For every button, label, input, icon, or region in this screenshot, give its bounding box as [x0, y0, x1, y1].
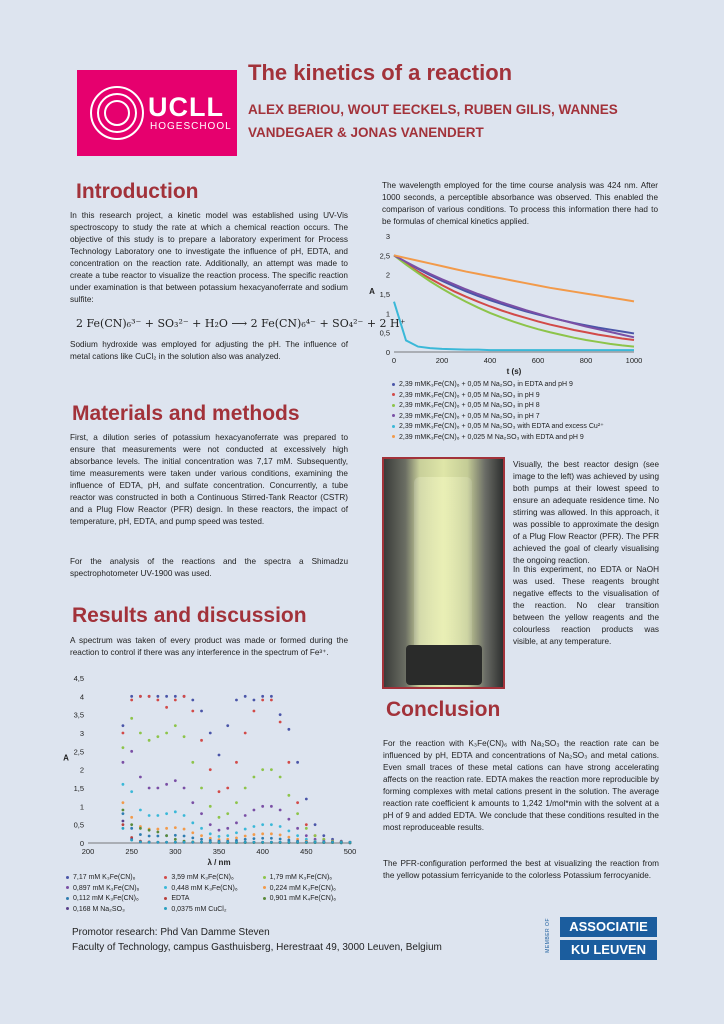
x-tick-label: 450	[300, 847, 313, 856]
data-point	[322, 834, 325, 837]
data-point	[287, 841, 290, 844]
intro-heading: Introduction	[76, 180, 199, 203]
data-point	[270, 823, 273, 826]
data-point	[165, 695, 168, 698]
data-point	[130, 823, 133, 826]
data-point	[139, 776, 142, 779]
data-point	[261, 841, 264, 844]
data-point	[156, 814, 159, 817]
data-point	[139, 841, 142, 844]
ucll-circle-icon	[87, 83, 147, 143]
data-point	[279, 809, 282, 812]
results-heading: Results and discussion	[72, 604, 307, 627]
y-tick-label: 2,5	[379, 251, 390, 261]
reactor-tube	[414, 477, 472, 655]
data-point	[296, 827, 299, 830]
data-point	[279, 834, 282, 837]
data-point	[156, 835, 159, 838]
data-point	[122, 732, 125, 735]
data-point	[226, 724, 229, 727]
data-point	[270, 699, 273, 702]
data-point	[253, 809, 256, 812]
data-point	[130, 790, 133, 793]
data-point	[340, 841, 343, 844]
x-tick-label: 200	[435, 356, 449, 365]
series-line	[394, 255, 634, 346]
data-point	[200, 841, 203, 844]
time-course-chart	[362, 228, 662, 378]
data-point	[122, 809, 125, 812]
legend-label: 2,39 mMK₃Fe(CN)₆ + 0,05 M Na₂SO₃ in pH 8	[399, 402, 540, 409]
authors: ALEX BERIOU, WOUT EECKELS, RUBEN GILIS, WANNES VANDEGAER & JONAS VANENDERT	[248, 102, 618, 140]
data-point	[287, 761, 290, 764]
legend-label: 2,39 mMK₃Fe(CN)₆ + 0,05 M Na₂SO₃ in EDTA and pH 9	[399, 381, 573, 388]
data-point	[165, 841, 168, 844]
data-point	[218, 816, 221, 819]
data-point	[209, 823, 212, 826]
reactor-base	[406, 645, 482, 685]
data-point	[122, 761, 125, 764]
legend-entry	[392, 380, 672, 391]
legend-marker-icon	[66, 876, 69, 879]
data-point	[148, 739, 151, 742]
data-point	[261, 837, 264, 840]
data-point	[279, 838, 282, 841]
legend-label: 1,79 mM K₃Fe(CN)₆	[269, 874, 333, 881]
member-of-label: MEMBER OF	[545, 918, 551, 953]
data-point	[244, 695, 247, 698]
data-point	[130, 699, 133, 702]
promotor: Promotor research: Phd Van Damme Steven	[72, 927, 270, 938]
spectrum-legend	[66, 873, 361, 915]
time-course-legend	[392, 380, 672, 443]
y-tick-label: 0	[79, 839, 84, 848]
legend-entry	[392, 401, 672, 412]
data-point	[218, 835, 221, 838]
data-point	[156, 841, 159, 844]
data-point	[122, 823, 125, 826]
legend-marker-icon	[164, 897, 167, 900]
data-point	[130, 695, 133, 698]
data-point	[218, 829, 221, 832]
y-tick-label: 0,5	[379, 328, 390, 338]
data-point	[331, 841, 334, 844]
legend-marker-icon	[392, 425, 395, 428]
x-tick-label: 300	[169, 847, 182, 856]
data-point	[261, 699, 264, 702]
data-point	[122, 812, 125, 815]
data-point	[174, 826, 177, 829]
data-point	[296, 761, 299, 764]
ku-leuven-logo-bottom: KU LEUVEN	[560, 940, 657, 960]
data-point	[279, 721, 282, 724]
poster-title: The kinetics of a reaction	[248, 60, 513, 85]
x-axis-label: t (s)	[506, 367, 522, 376]
data-point	[191, 821, 194, 824]
data-point	[296, 801, 299, 804]
y-tick-label: 2	[79, 765, 84, 775]
data-point	[156, 695, 159, 698]
data-point	[148, 814, 151, 817]
x-tick-label: 250	[125, 847, 138, 856]
y-tick-label: 2	[385, 270, 390, 280]
data-point	[270, 768, 273, 771]
legend-label: 0,112 mM K₃Fe(CN)₆	[73, 895, 139, 902]
data-point	[200, 827, 203, 830]
data-point	[148, 787, 151, 790]
legend-marker-icon	[392, 435, 395, 438]
intro-paragraph: In this research project, a kinetic model was established using UV-Vis spectroscopy to study the rate at which a chemical reaction occurs. The objective of this study is to prepare a laboratory experiment for Process Technology Laboratory one to investigate the influence of pH, EDTA, and concentration on the reaction rate. Additionally, an attempt was made to create a tube reactor to visualize the reaction process. The specific reaction under examination is that between potassium hexacyanoferrate and sodium sulfite:	[70, 211, 348, 304]
x-tick-label: 800	[579, 356, 593, 365]
data-point	[279, 825, 282, 828]
data-point	[191, 699, 194, 702]
data-point	[270, 832, 273, 835]
data-point	[305, 834, 308, 837]
data-point	[156, 828, 159, 831]
data-point	[191, 801, 194, 804]
data-point	[200, 787, 203, 790]
data-point	[174, 841, 177, 844]
data-point	[235, 831, 238, 834]
data-point	[279, 841, 282, 844]
legend-marker-icon	[66, 907, 69, 910]
x-axis-label: λ / nm	[207, 858, 231, 867]
data-point	[200, 710, 203, 713]
data-point	[244, 838, 247, 841]
data-point	[183, 841, 186, 844]
data-point	[174, 779, 177, 782]
data-point	[156, 787, 159, 790]
data-point	[156, 831, 159, 834]
data-point	[287, 836, 290, 839]
legend-label: 0,224 mM K₃Fe(CN)₆	[269, 884, 337, 892]
data-point	[226, 834, 229, 837]
data-point	[235, 836, 238, 839]
data-point	[191, 841, 194, 844]
legend-entry	[164, 884, 262, 895]
legend-marker-icon	[392, 393, 395, 396]
data-point	[235, 699, 238, 702]
data-point	[226, 827, 229, 830]
legend-label: 0,0375 mM CuCl₂	[171, 905, 227, 913]
data-point	[218, 790, 221, 793]
data-point	[244, 841, 247, 844]
y-tick-label: 3	[385, 232, 390, 241]
data-point	[209, 768, 212, 771]
data-point	[174, 810, 177, 813]
data-point	[218, 841, 221, 844]
legend-marker-icon	[66, 897, 69, 900]
data-point	[200, 812, 203, 815]
x-tick-label: 400	[256, 847, 269, 856]
data-point	[122, 827, 125, 830]
legend-entry	[164, 873, 262, 884]
data-point	[183, 735, 186, 738]
data-point	[244, 787, 247, 790]
legend-marker-icon	[66, 886, 69, 889]
legend-entry	[263, 873, 361, 884]
x-tick-label: 500	[343, 847, 357, 856]
legend-entry	[392, 412, 672, 423]
results-paragraph: A spectrum was taken of every product was made or formed during the reaction to control if there was any interference in the spectrum of Fe³⁺.	[70, 636, 348, 657]
legend-entry	[66, 873, 164, 884]
time-course-paragraph: The wavelength employed for the time course analysis was 424 nm. After 1000 seconds, a perceptible absorbance was observed. This enabled the comparison of various conditions. To process this information there had to be formulas of chemical kinetics applied.	[382, 181, 658, 226]
data-point	[148, 829, 151, 832]
data-point	[349, 841, 352, 844]
legend-entry	[164, 894, 262, 905]
data-point	[270, 805, 273, 808]
data-point	[191, 761, 194, 764]
data-point	[191, 831, 194, 834]
data-point	[235, 761, 238, 764]
data-point	[305, 841, 308, 844]
address: Faculty of Technology, campus Gasthuisberg, Herestraat 49, 3000 Leuven, Belgium	[72, 942, 442, 953]
data-point	[209, 832, 212, 835]
data-point	[183, 814, 186, 817]
legend-marker-icon	[164, 886, 167, 889]
data-point	[183, 695, 186, 698]
data-point	[279, 776, 282, 779]
data-point	[122, 783, 125, 786]
data-point	[305, 798, 308, 801]
y-tick-label: 0,5	[73, 820, 84, 830]
data-point	[244, 814, 247, 817]
legend-entry	[263, 894, 361, 905]
y-tick-label: 4,5	[73, 674, 84, 683]
logo-subtitle: HOGESCHOOL	[150, 121, 232, 132]
data-point	[235, 801, 238, 804]
x-tick-label: 200	[81, 847, 95, 856]
legend-marker-icon	[263, 876, 266, 879]
data-point	[165, 732, 168, 735]
data-point	[122, 746, 125, 749]
data-point	[174, 838, 177, 841]
tube-reactor-photo	[382, 457, 505, 689]
data-point	[139, 833, 142, 836]
data-point	[209, 732, 212, 735]
conclusion-paragraph: For the reaction with K₃Fe(CN)₆ with Na₂SO₃ the reaction rate can be influenced by pH, EDTA and concentrations of Na₂SO₃ and metal cations. Even small traces of these metal cations can have strong accelerating affects on the reaction rate. EDTA makes the reaction more reproducible by forming complexes with metal cations present in the solution. The average reaction rate coefficient k amounts to 1,242 1/mol*min with the solvent at a pH of 9 and added EDTA. We conclude that these conditions resulted in the most reproduceable results.	[383, 739, 659, 832]
data-point	[156, 699, 159, 702]
data-point	[139, 809, 142, 812]
data-point	[174, 724, 177, 727]
legend-marker-icon	[263, 897, 266, 900]
data-point	[253, 776, 256, 779]
y-tick-label: 1,5	[379, 290, 390, 299]
y-axis-label: A	[369, 287, 375, 296]
data-point	[139, 732, 142, 735]
data-point	[139, 695, 142, 698]
data-point	[287, 794, 290, 797]
y-tick-label: 2,5	[73, 747, 84, 757]
y-axis-label: A	[63, 753, 69, 763]
legend-label: 2,39 mMK₃Fe(CN)₆ + 0,05 M Na₂SO₃ with EDTA and excess Cu²⁺	[399, 423, 604, 430]
data-point	[244, 828, 247, 831]
legend-label: 3,59 mM K₃Fe(CN)₆	[171, 874, 234, 881]
x-tick-label: 0	[391, 356, 397, 365]
data-point	[200, 834, 203, 837]
data-point	[253, 841, 256, 844]
data-point	[148, 835, 151, 838]
data-point	[244, 835, 247, 838]
legend-label: 0,901 mM K₄Fe(CN)₆	[269, 895, 337, 902]
data-point	[305, 823, 308, 826]
data-point	[296, 834, 299, 837]
y-tick-label: 4	[79, 692, 84, 702]
legend-marker-icon	[392, 383, 395, 386]
legend-marker-icon	[392, 404, 395, 407]
data-point	[261, 805, 264, 808]
logo-name: UCLL	[148, 92, 224, 122]
y-tick-label: 1,5	[73, 784, 84, 793]
methods-heading: Materials and methods	[72, 402, 300, 425]
data-point	[226, 841, 229, 844]
y-tick-label: 1	[79, 802, 84, 812]
data-point	[165, 783, 168, 786]
data-point	[279, 713, 282, 716]
legend-label: 0,168 M Na₂SO₃	[73, 905, 125, 913]
data-point	[314, 841, 317, 844]
methods-paragraph: First, a dilution series of potassium hexacyanoferrate was prepared to ensure that measurements were not conducted at excessively high absorbance levels. The initial concentration was 7,17 mM. Subsequently, time measurements were taken under various conditions, examining the influence of EDTA, pH, and sulfate concentration. Concurrently, a tube reactor was constructed in both a Continuous Stirred-Tank Reactor (CSTR) and a Plug Flow Reactor (PFR) design. In these reactors, the impact of temperature, pH, EDTA, and pump speed was tested.	[70, 433, 348, 526]
legend-label: 0,897 mM K₃Fe(CN)₆	[73, 884, 140, 892]
legend-marker-icon	[164, 876, 167, 879]
data-point	[261, 768, 264, 771]
data-point	[314, 823, 317, 826]
data-point	[270, 695, 273, 698]
data-point	[183, 828, 186, 831]
data-point	[296, 812, 299, 815]
reactor-paragraph: Visually, the best reactor design (see image to the left) was achieved by using both pumps at their lowest speed to ensure an adequate residence time. No stirring was allowed. In this approach, it was possible to approximate the design of a Plug Flow Reactor (PFR). The PFR achieved the goal of clearly visualising the ongoing reaction.	[513, 460, 659, 565]
data-point	[122, 801, 125, 804]
y-tick-label: 3	[79, 729, 84, 738]
data-point	[253, 833, 256, 836]
x-tick-label: 400	[483, 356, 497, 365]
x-tick-label: 1000	[625, 356, 643, 365]
legend-label: 0,448 mM K₃Fe(CN)₆	[171, 884, 238, 892]
data-point	[122, 820, 125, 823]
data-point	[148, 841, 151, 844]
data-point	[296, 841, 299, 844]
data-point	[122, 724, 125, 727]
data-point	[200, 838, 203, 841]
data-point	[261, 823, 264, 826]
y-tick-label: 3,5	[73, 710, 84, 720]
legend-label: 2,39 mMK₃Fe(CN)₆ + 0,025 M Na₂SO₃ with EDTA and pH 9	[399, 433, 584, 441]
data-point	[253, 710, 256, 713]
reaction-equation: 2 Fe(CN)₆³⁻ + SO₃²⁻ + H₂O ⟶ 2 Fe(CN)₆⁴⁻ + SO₄²⁻ + 2 H⁺	[76, 317, 406, 330]
data-point	[261, 695, 264, 698]
data-point	[244, 732, 247, 735]
conclusion-paragraph-2: The PFR-configuration performed the best at visualizing the reaction from the yellow potassium ferricyanide to the colorless Potassium ferrocyanide.	[383, 859, 659, 880]
legend-marker-icon	[164, 907, 167, 910]
intro-paragraph-2: Sodium hydroxide was employed for adjusting the pH. The influence of metal cations like CuCl₂ in the solution also was analyzed.	[70, 340, 348, 361]
data-point	[148, 695, 151, 698]
methods-paragraph-2: For the analysis of the reactions and the spectra a Shimadzu spectrophotometer UV-1900 was used.	[70, 557, 348, 578]
data-point	[287, 728, 290, 731]
data-point	[165, 706, 168, 709]
data-point	[183, 787, 186, 790]
conclusion-heading: Conclusion	[386, 698, 501, 721]
data-point	[174, 695, 177, 698]
legend-entry	[66, 884, 164, 895]
legend-entry	[392, 422, 672, 433]
data-point	[165, 834, 168, 837]
data-point	[130, 839, 133, 842]
legend-label: EDTA	[171, 895, 190, 902]
data-point	[200, 739, 203, 742]
data-point	[322, 841, 325, 844]
data-point	[191, 836, 194, 839]
data-point	[191, 710, 194, 713]
data-point	[305, 827, 308, 830]
x-tick-label: 600	[531, 356, 545, 365]
data-point	[226, 812, 229, 815]
data-point	[235, 821, 238, 824]
legend-label: 2,39 mMK₃Fe(CN)₆ + 0,05 M Na₂SO₃ in pH 9	[399, 391, 540, 399]
data-point	[156, 735, 159, 738]
data-point	[174, 834, 177, 837]
legend-marker-icon	[263, 886, 266, 889]
legend-entry	[66, 905, 164, 916]
data-point	[287, 830, 290, 833]
data-point	[130, 816, 133, 819]
legend-label: 2,39 mMK₃Fe(CN)₆ + 0,05 M Na₂SO₃ in pH 7	[399, 412, 540, 420]
x-tick-label: 350	[212, 847, 226, 856]
data-point	[253, 825, 256, 828]
legend-entry	[164, 905, 262, 916]
legend-entry	[66, 894, 164, 905]
legend-marker-icon	[392, 414, 395, 417]
data-point	[253, 837, 256, 840]
y-tick-label: 0	[385, 348, 390, 357]
legend-entry	[392, 433, 672, 444]
legend-entry	[392, 391, 672, 402]
data-point	[130, 750, 133, 753]
data-point	[218, 754, 221, 757]
data-point	[253, 699, 256, 702]
data-point	[314, 834, 317, 837]
data-point	[270, 841, 273, 844]
data-point	[130, 717, 133, 720]
data-point	[226, 787, 229, 790]
data-point	[235, 841, 238, 844]
data-point	[287, 818, 290, 821]
data-point	[270, 837, 273, 840]
spectrum-chart	[60, 672, 360, 877]
data-point	[165, 827, 168, 830]
data-point	[183, 835, 186, 838]
data-point	[130, 827, 133, 830]
data-point	[174, 699, 177, 702]
data-point	[165, 812, 168, 815]
reactor-paragraph-2: In this experiment, no EDTA or NaOH was used. These reagents brought negative effects to the visualisation of the reaction. No clear transition between the yellow reagents and the colourless reaction products was visible, at any temperature.	[513, 565, 659, 646]
data-point	[209, 841, 212, 844]
legend-entry	[263, 884, 361, 895]
y-tick-label: 1	[385, 309, 390, 319]
data-point	[139, 827, 142, 830]
data-point	[209, 805, 212, 808]
legend-label: 7,17 mM K₃Fe(CN)₆	[73, 874, 136, 881]
ku-leuven-logo-top: ASSOCIATIE	[560, 917, 657, 937]
data-point	[261, 832, 264, 835]
